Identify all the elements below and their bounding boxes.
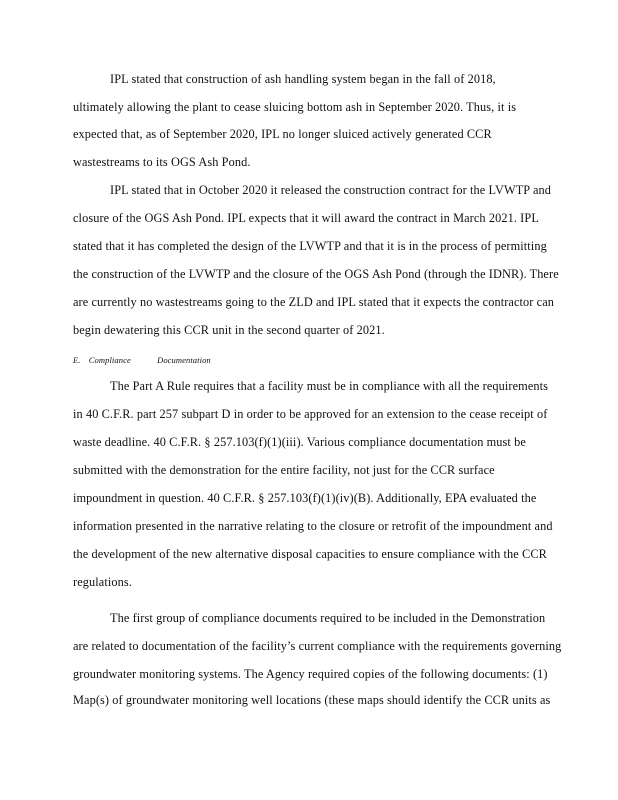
heading-number: E. xyxy=(73,355,81,365)
para3-line-3: waste deadline. 40 C.F.R. § 257.103(f)(1)(iii). Various compliance documentation must be xyxy=(73,435,526,449)
para2-line-4: the construction of the LVWTP and the closure of the OGS Ash Pond (through the IDNR). There xyxy=(73,267,559,281)
para1-line-3: expected that, as of September 2020, IPL no longer sluiced actively generated CCR xyxy=(73,127,492,141)
para2-line-2: closure of the OGS Ash Pond. IPL expects that it will award the contract in March 2021. IPL xyxy=(73,211,539,225)
para3-line-1: The Part A Rule requires that a facility must be in compliance with all the requirements xyxy=(110,379,549,393)
para4-line-1: The first group of compliance documents required to be included in the Demonstration xyxy=(110,611,546,625)
para4-line-3: groundwater monitoring systems. The Agency required copies of the following documents: (1) xyxy=(73,667,548,681)
para3-line-8: regulations. xyxy=(73,575,132,589)
para1-line-2: ultimately allowing the plant to cease sluicing bottom ash in September 2020. Thus, it is xyxy=(73,100,517,114)
para3-line-6: information presented in the narrative relating to the closure or retrofit of the impoundment and xyxy=(73,519,553,533)
para3-line-4: submitted with the demonstration for the entire facility, not just for the CCR surface xyxy=(73,463,495,477)
para2-line-3: stated that it has completed the design of the LVWTP and that it is in the process of permitting xyxy=(73,239,547,253)
heading-word-2: Documentation xyxy=(157,355,211,365)
para4-line-4: Map(s) of groundwater monitoring well locations (these maps should identify the CCR units as xyxy=(73,693,551,707)
para3-line-7: the development of the new alternative disposal capacities to ensure compliance with the CCR xyxy=(73,547,547,561)
section-heading xyxy=(73,355,211,365)
para4-line-2: are related to documentation of the facility’s current compliance with the requirements governing xyxy=(73,639,562,653)
heading-word-1: Compliance xyxy=(88,355,131,365)
para2-line-1: IPL stated that in October 2020 it released the construction contract for the LVWTP and xyxy=(110,183,552,197)
para3-line-2: in 40 C.F.R. part 257 subpart D in order to be approved for an extension to the cease receipt of xyxy=(73,407,548,421)
para1-line-4: wastestreams to its OGS Ash Pond. xyxy=(73,155,251,169)
para3-line-5: impoundment in question. 40 C.F.R. § 257.103(f)(1)(iv)(B). Additionally, EPA evaluated the xyxy=(73,491,537,505)
para1-line-1: IPL stated that construction of ash handling system began in the fall of 2018, xyxy=(110,72,496,86)
para2-line-5: are currently no wastestreams going to the ZLD and IPL stated that it expects the contractor can xyxy=(73,295,555,309)
para2-line-6: begin dewatering this CCR unit in the second quarter of 2021. xyxy=(73,323,385,337)
